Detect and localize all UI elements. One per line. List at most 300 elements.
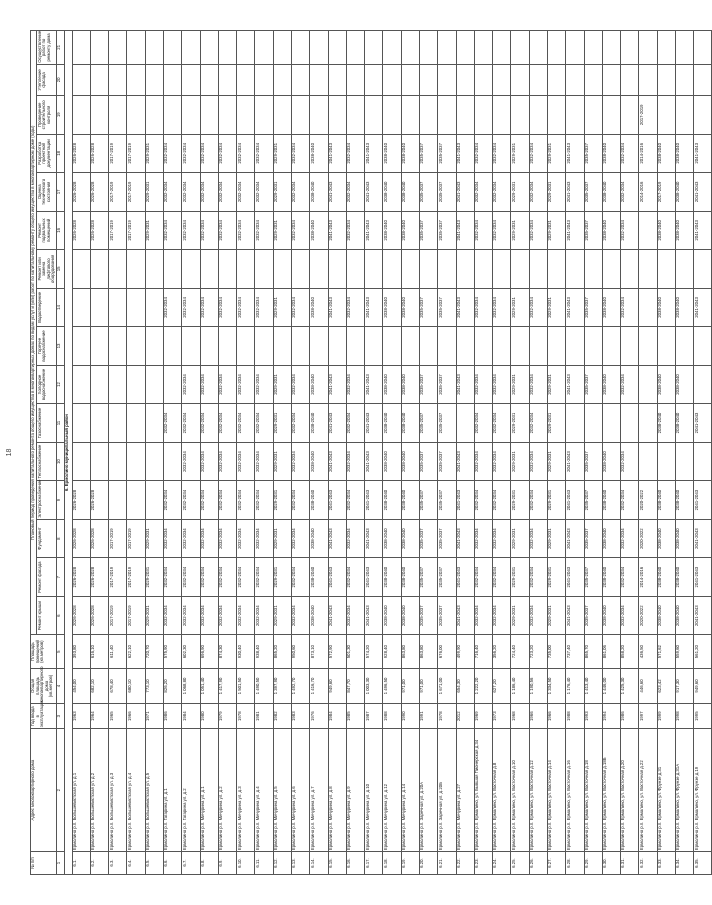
table-cell: 2032-2034 [474,173,492,212]
table-cell: 2038-2040 [401,481,419,520]
table-cell [584,31,602,65]
table-cell: 2038-2040 [383,134,401,173]
table-cell: 1987 [365,704,383,729]
table-cell [584,96,602,135]
table-cell: 2041-2043 [694,173,712,212]
header-insulation: Утепление фасада [37,64,57,95]
table-cell [511,64,529,95]
table-cell [109,96,127,135]
table-row [145,31,163,875]
table-cell [547,96,565,135]
table-cell: 1971 [145,704,163,729]
table-cell: 2029-2031 [273,134,291,173]
table-cell [145,31,163,65]
table-cell [255,64,273,95]
table-cell: 971,00 [419,668,437,703]
row-number: 6.3. [109,852,127,875]
table-cell: 2038-2040 [401,365,419,404]
table-cell: 723,20 [529,635,547,668]
table-cell: 1 051,40 [200,668,218,703]
column-number: 2 [57,729,65,852]
table-cell [200,31,218,65]
address-cell: Ермолино р.п. Ермолино, ул. Восточная д.8 [493,729,511,852]
table-row [218,31,236,875]
table-cell: 2032-2034 [292,519,310,558]
table-cell: 2038-2040 [383,442,401,481]
table-cell: 1978 [237,704,255,729]
table-cell [365,96,383,135]
table-cell: 917,30 [675,668,693,703]
table-cell: 2026-2028 [72,173,90,212]
row-number: 6.7. [182,852,200,875]
table-cell: 2038-2040 [383,211,401,250]
table-cell: 2041-2043 [456,288,474,327]
table-cell: 1 671,00 [438,668,456,703]
table-cell: 2017-2019 [127,173,145,212]
table-cell: 2038-2040 [602,442,620,481]
table-cell: 1995 [694,704,712,729]
table-cell [639,31,657,65]
table-cell: 2032-2034 [218,481,236,520]
table-cell [584,64,602,95]
page-number: 18 [6,448,13,457]
table-cell [474,327,492,366]
table-cell: 2041-2043 [365,173,383,212]
table-cell: 2035-2037 [419,173,437,212]
table-row [419,31,437,875]
table-cell [90,250,108,289]
table-cell: 2038-2040 [401,404,419,443]
table-cell: 2035-2037 [438,596,456,635]
table-cell: 2041-2043 [365,481,383,520]
table-cell: 2032-2034 [182,134,200,173]
table-cell [383,64,401,95]
table-cell: 2041-2043 [328,442,346,481]
table-cell [145,442,163,481]
table-cell [401,250,419,289]
table-cell: 2035-2037 [438,519,456,558]
table-cell: 2035-2037 [419,481,437,520]
table-cell: 2041-2043 [365,558,383,597]
address-cell: Ермолино р.п. Мичурина ул. д.9 [346,729,364,852]
table-cell [127,96,145,135]
header-drainage: Водоотведение [37,288,57,327]
table-cell: 2041-2043 [328,365,346,404]
table-cell: 2032-2034 [200,288,218,327]
address-cell: Ермолино р.п. Ермолино, ул. Фрунзе д.19 [694,729,712,852]
table-cell: 865,70 [584,635,602,668]
table-cell [456,64,474,95]
table-cell [127,365,145,404]
table-cell: 1 003,30 [365,668,383,703]
table-cell: 2032-2034 [493,519,511,558]
table-cell [584,404,602,443]
header-basement: Ремонт подвальных помещений [37,211,57,250]
row-number: 6.27. [547,852,565,875]
table-cell: 2035-2037 [419,134,437,173]
table-cell: 2038-2040 [602,365,620,404]
table-cell: 1966 [529,704,547,729]
table-cell: 1988 [566,704,584,729]
table-cell: 2038-2040 [657,558,675,597]
table-cell: 2035-2037 [438,481,456,520]
table-cell: 2038-2040 [401,288,419,327]
table-cell: 2041-2043 [694,288,712,327]
table-cell: 2014-2016 [639,134,657,173]
table-cell [72,327,90,366]
row-number: 6.20. [419,852,437,875]
row-number: 6.23. [474,852,492,875]
table-cell: 2038-2040 [310,442,328,481]
table-cell [694,64,712,95]
table-cell: 2038-2040 [310,558,328,597]
table-cell: 2017-2019 [639,96,657,135]
table-cell [109,365,127,404]
table-cell [566,31,584,65]
table-cell [72,64,90,95]
table-cell [109,442,127,481]
table-cell [493,64,511,95]
table-cell: 2029-2031 [547,173,565,212]
table-cell: 2032-2034 [621,134,639,173]
table-cell: 2035-2037 [584,173,602,212]
table-cell: 2029-2031 [273,558,291,597]
table-cell [529,96,547,135]
table-cell [90,31,108,65]
header-cold-water: Холодное водоснабжение [37,365,57,404]
table-cell [328,250,346,289]
table-cell [255,250,273,289]
table-cell: 2017-2019 [109,211,127,250]
table-cell [109,481,127,520]
address-cell: Ермолино р.п. Ермолино, ул. Восточная д.14 [547,729,565,852]
table-cell: 627,20 [493,668,511,703]
table-cell: 2038-2040 [401,558,419,597]
table-cell [456,404,474,443]
table-cell: 1984 [328,704,346,729]
table-cell [639,404,657,443]
table-cell: 2032-2034 [346,596,364,635]
table-cell [346,31,364,65]
table-cell: 2041-2043 [456,442,474,481]
column-number: 15 [57,250,65,289]
table-cell [182,96,200,135]
table-cell [547,250,565,289]
row-number: 6.29. [584,852,602,875]
table-cell: 2041-2043 [694,596,712,635]
table-cell: 2032-2034 [529,442,547,481]
address-cell: Ермолино р.п. Большевистская ул. д.3 [109,729,127,852]
table-cell: 2041-2043 [694,134,712,173]
header-number: № п/п [31,852,57,875]
table-cell [292,96,310,135]
table-cell: 2032-2034 [200,519,218,558]
table-cell: 2032-2034 [255,211,273,250]
address-cell: Ермолино р.п. Мичурина ул. д.1 [200,729,218,852]
header-year: Год ввода в эксплуатацию [31,704,57,729]
table-cell: 2032-2034 [474,288,492,327]
table-cell: 436,50 [639,635,657,668]
table-cell [182,31,200,65]
table-cell: 574,20 [365,635,383,668]
table-cell: 2032-2034 [200,442,218,481]
table-cell [164,31,182,65]
table-cell [474,250,492,289]
table-cell: 2038-2040 [657,519,675,558]
table-cell: 2032-2034 [493,442,511,481]
table-cell: 2038-2040 [383,519,401,558]
table-row [694,31,712,875]
table-cell: 1966 [547,704,565,729]
address-cell: Ермолино р.п. Гагарина ул. д.2 [182,729,200,852]
header-construction-control: Проведение строительного контроля [37,96,57,135]
table-cell: 2032-2034 [218,404,236,443]
table-cell: 2032-2034 [218,134,236,173]
table-cell: 720,70 [145,635,163,668]
table-cell: 2014-2016 [639,558,657,597]
table-cell: 2032-2034 [529,211,547,250]
table-cell [639,64,657,95]
address-cell: Ермолино р.п. Мичурина ул. д.14 [401,729,419,852]
table-cell: 2032-2034 [237,404,255,443]
table-cell: 2032-2034 [474,519,492,558]
table-cell: 949,60 [328,668,346,703]
table-cell: 696,90 [200,635,218,668]
table-cell: 2038-2040 [310,481,328,520]
table-cell: 559,60 [675,635,693,668]
table-cell: 2038-2040 [675,365,693,404]
column-number: 8 [57,519,65,558]
table-cell: 2017-2019 [109,596,127,635]
table-cell: 2032-2034 [255,596,273,635]
table-cell [474,96,492,135]
table-cell [310,327,328,366]
table-cell: 2026-2028 [90,558,108,597]
table-cell: 2032-2034 [255,404,273,443]
table-cell [310,250,328,289]
table-cell: 2032-2034 [346,442,364,481]
table-cell [346,250,364,289]
address-cell: Ермолино р.п. Большевистская ул. д.1 [72,729,90,852]
table-cell [602,96,620,135]
table-cell [639,250,657,289]
table-cell: 680,10 [127,668,145,703]
table-cell: 2035-2037 [584,288,602,327]
table-cell: 2041-2043 [566,481,584,520]
table-cell [255,327,273,366]
table-row [675,31,693,875]
table-cell: 2032-2034 [474,365,492,404]
table-cell: 2038-2040 [401,442,419,481]
table-cell: 861,06 [602,635,620,668]
table-cell: 2041-2043 [365,404,383,443]
table-cell [109,288,127,327]
table-cell [511,96,529,135]
table-cell: 2029-2031 [511,481,529,520]
table-cell: 2032-2034 [200,211,218,250]
header-address: Адрес многоквартирного дома [31,729,57,852]
table-cell: 863,80 [419,635,437,668]
table-cell: 2032-2034 [346,134,364,173]
table-cell: 2032-2034 [237,519,255,558]
table-cell: 2032-2034 [164,558,182,597]
table-cell [566,64,584,95]
table-cell: 2035-2037 [438,404,456,443]
table-cell: 2032-2034 [493,481,511,520]
column-number: 17 [57,173,65,212]
table-cell [675,250,693,289]
table-cell: 2032-2034 [200,481,218,520]
table-cell [639,442,657,481]
column-number: 20 [57,64,65,95]
table-cell: 2029-2031 [547,442,565,481]
table-body [57,31,712,875]
table-cell [182,64,200,95]
address-cell: Ермолино р.п. Ермолино, ул. Фрунзе д.31 [657,729,675,852]
table-cell: 2026-2028 [72,211,90,250]
address-cell: Ермолино р.п. Ермолино, ул. Восточная д.12 [529,729,547,852]
table-cell: 2035-2037 [584,558,602,597]
table-cell: 1973 [493,704,511,729]
table-cell: 2032-2034 [255,519,273,558]
table-cell [109,404,127,443]
table-cell: 2026-2028 [90,481,108,520]
header-design-docs: Разработка проектной документации [37,134,57,173]
table-cell: 2032-2034 [474,404,492,443]
table-cell [657,96,675,135]
table-cell [566,250,584,289]
table-cell [310,96,328,135]
table-cell: 2029-2031 [547,596,565,635]
table-cell: 2038-2040 [602,596,620,635]
table-cell [237,327,255,366]
table-cell: 2032-2034 [255,481,273,520]
table-cell [456,96,474,135]
table-cell [566,404,584,443]
table-cell [621,327,639,366]
table-row [346,31,364,875]
column-number-row [57,31,65,875]
table-cell [145,481,163,520]
table-cell [438,250,456,289]
table-cell [419,64,437,95]
table-cell: 2038-2040 [675,519,693,558]
table-cell: 1968 [511,704,529,729]
table-cell: 2038-2040 [310,288,328,327]
table-cell: 1 334,50 [547,668,565,703]
table-cell: 2038-2040 [602,558,620,597]
table-row [273,31,291,875]
column-number: 6 [57,596,65,635]
table-cell: 2032-2034 [218,519,236,558]
table-cell: 737,40 [566,635,584,668]
row-number: 6.35. [694,852,712,875]
table-cell [109,327,127,366]
table-cell: 930,40 [237,635,255,668]
table-cell: 2026-2028 [90,519,108,558]
table-cell: 2032-2034 [164,596,182,635]
table-cell [529,327,547,366]
table-cell: 2032-2034 [493,365,511,404]
table-cell [438,64,456,95]
table-cell: 2032-2034 [164,211,182,250]
table-cell: 2029-2031 [547,365,565,404]
table-cell [401,96,419,135]
table-cell [657,64,675,95]
section-row [64,31,72,875]
table-cell: 2038-2040 [675,211,693,250]
table-cell [164,442,182,481]
row-number: 6.16. [346,852,364,875]
table-cell: 2032-2034 [529,596,547,635]
table-cell [493,96,511,135]
table-cell: 2020-2022 [639,481,657,520]
table-cell: 454,00 [72,668,90,703]
table-cell [694,96,712,135]
header-facade: Ремонт фасада [37,558,57,597]
table-cell: 2020-2022 [639,519,657,558]
table-cell: 654,30 [456,668,474,703]
address-cell: Ермолино р.п. Ермолино, ул. Восточная д.22 [639,729,657,852]
table-row [72,31,90,875]
column-number: 19 [57,96,65,135]
table-cell: 2032-2034 [255,442,273,481]
table-cell [109,64,127,95]
table-cell: 2032-2034 [621,173,639,212]
table-cell: 2032-2034 [346,173,364,212]
header-works: Осуществление работ по ремонту дома [37,31,57,65]
table-cell: 2029-2031 [145,211,163,250]
table-cell: 2029-2031 [511,134,529,173]
row-number: 6.1. [72,852,90,875]
column-number: 21 [57,31,65,65]
table-cell: 1979 [218,704,236,729]
table-cell [127,327,145,366]
table-cell [419,250,437,289]
table-cell: 2029-2031 [273,211,291,250]
table-cell: 2032-2034 [493,134,511,173]
table-cell: 1 496,50 [383,668,401,703]
table-cell: 2035-2037 [584,442,602,481]
table-cell [72,96,90,135]
table-cell: 1994 [602,704,620,729]
table-cell: 2032-2034 [200,173,218,212]
column-number: 10 [57,442,65,481]
table-cell [292,31,310,65]
table-cell: 2032-2034 [292,173,310,212]
table-cell [237,250,255,289]
table-row [621,31,639,875]
table-cell [621,64,639,95]
table-cell: 2032-2034 [529,288,547,327]
table-cell: 2032-2034 [200,404,218,443]
table-cell: 2038-2040 [401,134,419,173]
row-number: 6.31. [621,852,639,875]
column-number: 3 [57,704,65,729]
column-number: 13 [57,327,65,366]
table-cell: 2032-2034 [182,404,200,443]
table-cell: 2041-2043 [566,442,584,481]
table-cell: 499,90 [456,635,474,668]
table-cell: 2038-2040 [602,481,620,520]
table-row [383,31,401,875]
table-cell: 2032-2034 [621,481,639,520]
table-cell [529,250,547,289]
row-number: 6.8. [200,852,218,875]
table-cell [657,327,675,366]
table-cell: 2032-2034 [621,442,639,481]
table-cell: 2041-2043 [456,134,474,173]
